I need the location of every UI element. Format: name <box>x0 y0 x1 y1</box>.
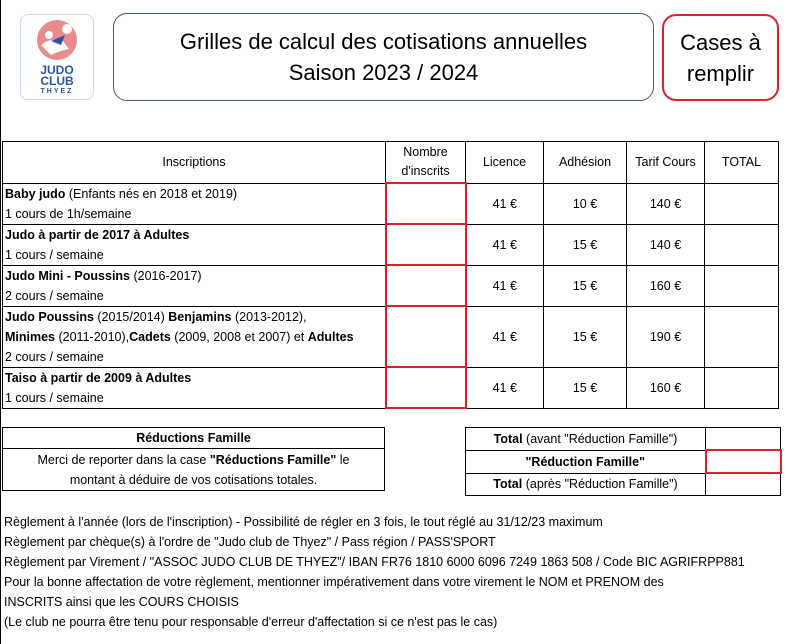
licence-value: 41 € <box>466 224 544 265</box>
adhesion-value: 15 € <box>544 306 627 367</box>
note-line: Pour la bonne affectation de votre règlement, mentionner impérativement dans votre virement le NOM et PRENOM des <box>4 575 664 589</box>
judoka-icon <box>21 15 93 65</box>
tarif-value: 190 € <box>627 306 705 367</box>
row-frequency: 1 cours / semaine <box>5 390 104 405</box>
table-row-poussins-benjamins-minimes-cadets-adultes <box>3 306 779 367</box>
totals-table <box>465 427 782 496</box>
adhesion-value: 15 € <box>544 265 627 306</box>
title-box <box>113 13 654 101</box>
adhesion-value: 15 € <box>544 224 627 265</box>
row-frequency: 2 cours / semaine <box>5 288 104 303</box>
cases-a-remplir-legend <box>662 14 779 101</box>
reduction-famille-label: "Réduction Famille" <box>466 450 706 473</box>
judo-club-logo <box>20 14 94 100</box>
tarif-value: 160 € <box>627 367 705 408</box>
row-label <box>3 224 386 265</box>
note-line: Règlement par chèque(s) à l'ordre de "Judo club de Thyez" / Pass région / PASS'SPORT <box>4 535 496 549</box>
table-row-taiso <box>3 367 779 408</box>
header-total: TOTAL <box>705 142 779 184</box>
cases-line-1: Cases à <box>680 30 761 55</box>
licence-value: 41 € <box>466 265 544 306</box>
note-line: Règlement à l'année (lors de l'inscription) - Possibilité de régler en 3 fois, le tout réglé au 31/12/23 maximum <box>4 515 603 529</box>
nombre-inscrits-input-baby-judo[interactable] <box>386 183 466 224</box>
header-licence: Licence <box>466 142 544 184</box>
total-cell <box>705 306 779 367</box>
row-years: (2016-2017) <box>130 268 202 283</box>
header-adhesion: Adhésion <box>544 142 627 184</box>
adhesion-value: 15 € <box>544 367 627 408</box>
nombre-inscrits-input-mini-poussins[interactable] <box>386 265 466 306</box>
title-line-1: Grilles de calcul des cotisations annuelles <box>179 29 588 54</box>
row-label <box>3 183 386 224</box>
logo-text-judo: JUDO <box>40 63 74 77</box>
header-tarif-cours: Tarif Cours <box>627 142 705 184</box>
total-cell <box>705 224 779 265</box>
licence-value: 41 € <box>466 367 544 408</box>
row-title: Baby judo <box>5 186 66 201</box>
table-row-judo-2017-adultes <box>3 224 779 265</box>
header-nombre-inscrits <box>386 142 466 184</box>
adhesion-value: 10 € <box>544 183 627 224</box>
payment-notes <box>4 512 800 632</box>
row-title: Judo Mini - Poussins <box>5 268 131 283</box>
reductions-famille-info <box>2 427 385 491</box>
header-nombre-line1: Nombre <box>403 145 448 159</box>
row-label: Judo Poussins (2015/2014) Benjamins (2013-2012), Minimes (2011-2010),Cadets (2009, 2008 et 2007) et Adultes 2 cours / semaine <box>3 306 386 367</box>
nombre-inscrits-input-judo-2017[interactable] <box>386 224 466 265</box>
header-inscriptions: Inscriptions <box>3 142 386 184</box>
note-line: INSCRITS ainsi que les COURS CHOISIS <box>4 595 239 609</box>
logo-text-thyez: THYEZ <box>40 88 74 95</box>
note-line: Règlement par Virement / "ASSOC JUDO CLUB DE THYEZ"/ IBAN FR76 1810 6000 6096 7249 1863 508 / Code BIC AGRIFRPP881 <box>4 555 745 569</box>
table-header-row <box>3 142 779 184</box>
row-label <box>3 367 386 408</box>
reductions-title: Réductions Famille <box>3 428 385 449</box>
total-apres-label: Total (après "Réduction Famille") <box>466 473 706 496</box>
nombre-inscrits-input-poussins-adultes[interactable] <box>386 306 466 367</box>
header-nombre-line2: d'inscrits <box>401 164 450 178</box>
logo-text-club: CLUB <box>40 74 74 88</box>
note-line: (Le club ne pourra être tenu pour responsable d'erreur d'affectation si ce n'est pas le cas) <box>4 615 498 629</box>
reductions-text: Merci de reporter dans la case "Réductions Famille" le montant à déduire de vos cotisations totales. <box>3 449 385 491</box>
tarif-value: 140 € <box>627 224 705 265</box>
title-line-2: Saison 2023 / 2024 <box>288 60 479 85</box>
row-frequency: 1 cours / semaine <box>5 247 104 262</box>
total-apres-value <box>706 473 781 496</box>
reduction-famille-input[interactable] <box>706 450 781 473</box>
total-avant-label: Total (avant "Réduction Famille") <box>466 428 706 451</box>
total-cell <box>705 265 779 306</box>
cotisations-table <box>2 141 779 409</box>
total-cell <box>705 183 779 224</box>
licence-value: 41 € <box>466 183 544 224</box>
row-frequency: 1 cours de 1h/semaine <box>5 206 132 221</box>
total-apres-row <box>466 473 781 496</box>
row-frequency: 2 cours / semaine <box>5 349 104 364</box>
tarif-value: 140 € <box>627 183 705 224</box>
row-years: (Enfants nés en 2018 et 2019) <box>65 186 238 201</box>
total-avant-row <box>466 428 781 451</box>
table-row-baby-judo <box>3 183 779 224</box>
tarif-value: 160 € <box>627 265 705 306</box>
nombre-inscrits-input-taiso[interactable] <box>386 367 466 408</box>
cases-line-2: remplir <box>686 61 755 86</box>
row-title: Taiso à partir de 2009 à Adultes <box>5 370 192 385</box>
licence-value: 41 € <box>466 306 544 367</box>
total-avant-value <box>706 428 781 451</box>
reduction-famille-row <box>466 450 781 473</box>
sheet-left-border <box>0 0 1 644</box>
row-label <box>3 265 386 306</box>
row-title: Judo à partir de 2017 à Adultes <box>5 227 190 242</box>
table-row-judo-mini-poussins <box>3 265 779 306</box>
total-cell <box>705 367 779 408</box>
